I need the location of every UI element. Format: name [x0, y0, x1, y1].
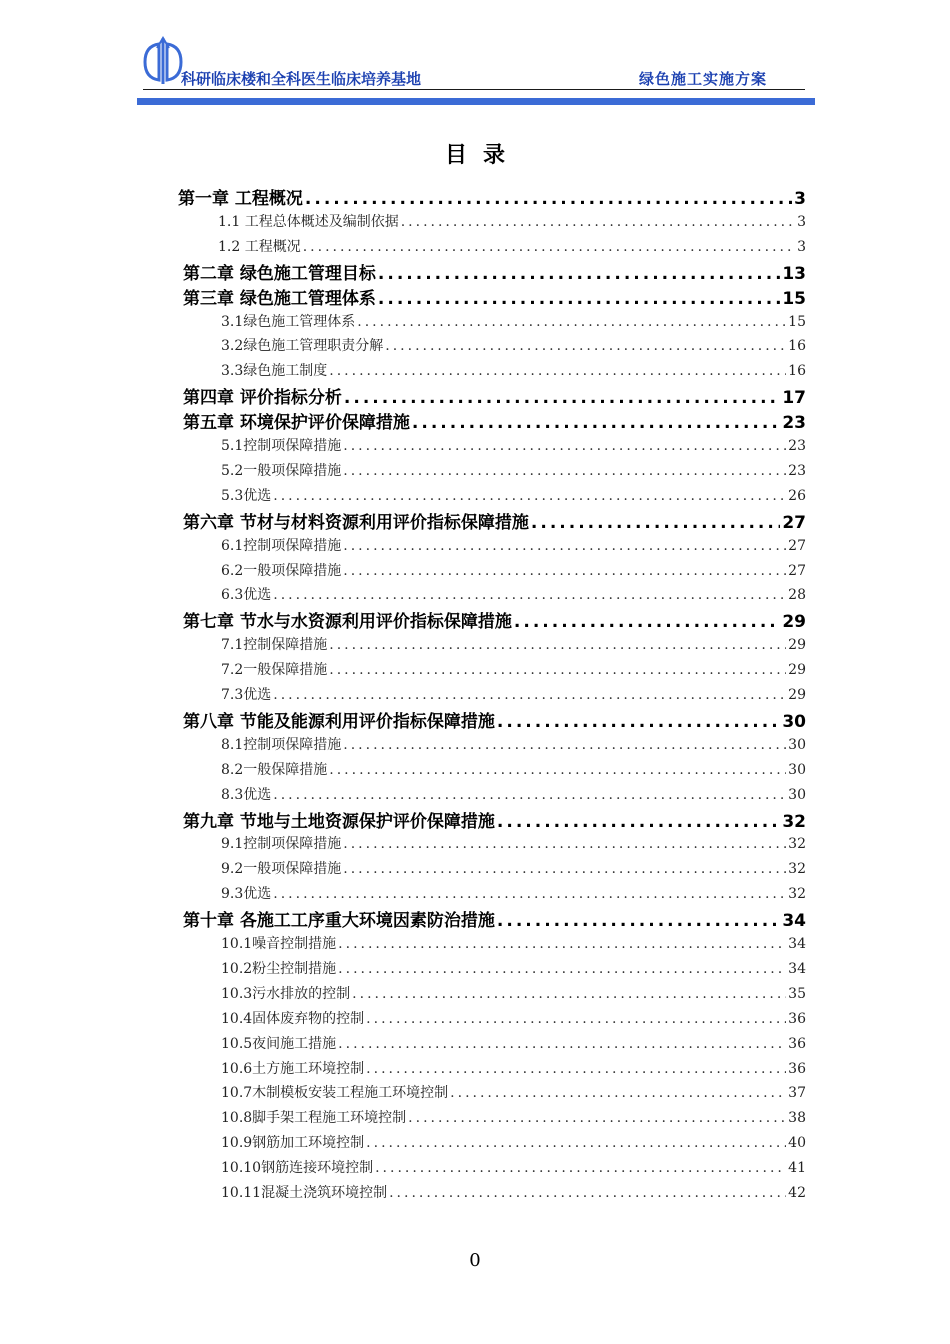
toc-entry-label: 8.1控制项保障措施 [221, 736, 342, 753]
toc-entry-page: 27 [782, 512, 806, 532]
toc-title: 目录 [444, 142, 521, 168]
header-project-title: 科研临床楼和全科医生临床培养基地 [181, 70, 422, 88]
toc-entry-leader [343, 836, 786, 852]
toc-section-entry[interactable] [221, 335, 806, 357]
toc-entry-leader [412, 413, 780, 432]
toc-entry-page: 3 [797, 213, 806, 230]
toc-entry-page: 32 [788, 861, 806, 878]
toc-entry-page: 23 [788, 462, 806, 479]
toc-entry-label: 第六章 节材与材料资源利用评价指标保障措施 [183, 512, 529, 532]
toc-entry-page: 23 [782, 413, 806, 433]
toc-entry-leader [497, 911, 780, 930]
toc-entry-leader [273, 886, 786, 902]
toc-chapter-entry[interactable] [183, 906, 806, 930]
toc-entry-page: 26 [788, 487, 806, 504]
toc-entry-leader [273, 687, 786, 703]
toc-chapter-entry[interactable] [183, 508, 806, 532]
header-divider-thin [143, 89, 805, 90]
toc-entry-page: 38 [788, 1110, 806, 1127]
toc-entry-page: 17 [782, 388, 806, 408]
toc-chapter-entry[interactable] [183, 707, 806, 731]
toc-entry-label: 9.1控制项保障措施 [221, 836, 342, 853]
toc-section-entry[interactable] [221, 435, 806, 457]
toc-entry-label: 6.2一般项保障措施 [221, 562, 342, 579]
toc-entry-leader [389, 1185, 786, 1201]
toc-entry-label: 10.10钢筋连接环境控制 [221, 1160, 374, 1177]
toc-entry-page: 32 [788, 886, 806, 903]
toc-entry-leader [378, 264, 780, 283]
toc-entry-label: 10.1噪音控制措施 [221, 936, 337, 952]
toc-entry-label: 3.2绿色施工管理职责分解 [221, 338, 384, 355]
toc-section-entry[interactable] [221, 784, 806, 806]
toc-section-entry[interactable] [221, 858, 806, 880]
toc-entry-leader [273, 787, 786, 803]
toc-chapter-entry[interactable] [183, 807, 806, 831]
toc-entry-label: 6.3优选 [221, 587, 272, 604]
toc-section-entry[interactable] [221, 1033, 806, 1055]
toc-section-entry[interactable] [221, 734, 806, 756]
toc-entry-leader [343, 861, 786, 877]
toc-entry-label: 10.2粉尘控制措施 [221, 960, 337, 977]
toc-entry-page: 34 [782, 911, 806, 931]
toc-entry-label: 第七章 节水与水资源利用评价指标保障措施 [183, 612, 512, 632]
toc-section-entry[interactable] [221, 933, 806, 955]
toc-section-entry[interactable] [221, 1058, 806, 1080]
toc-entry-leader [352, 986, 786, 1002]
toc-entry-leader [338, 961, 786, 977]
toc-entry-leader [366, 1011, 786, 1027]
toc-entry-label: 8.2一般保障措施 [221, 761, 328, 778]
toc-section-entry[interactable] [221, 485, 806, 507]
toc-section-entry[interactable] [218, 211, 806, 233]
toc-entry-leader [497, 712, 780, 731]
toc-section-entry[interactable] [218, 236, 806, 258]
toc-entry-page: 27 [788, 537, 806, 554]
toc-section-entry[interactable] [221, 560, 806, 582]
toc-section-entry[interactable] [221, 883, 806, 905]
toc-entry-leader [343, 538, 786, 554]
toc-entry-leader [343, 463, 786, 479]
toc-entry-leader [378, 289, 780, 308]
toc-entry-page: 3 [794, 189, 806, 208]
toc-entry-leader [329, 637, 786, 653]
toc-section-entry[interactable] [221, 584, 806, 606]
toc-entry-label: 8.3优选 [221, 786, 272, 803]
toc-chapter-entry[interactable] [178, 184, 806, 208]
toc-entry-leader [408, 1110, 786, 1126]
toc-section-entry[interactable] [221, 1157, 806, 1179]
toc-entry-leader [531, 513, 780, 532]
toc-entry-label: 10.9钢筋加工环境控制 [221, 1135, 365, 1152]
toc-entry-label: 5.3优选 [221, 487, 272, 504]
toc-entry-leader [329, 363, 786, 379]
toc-entry-page: 29 [788, 637, 806, 654]
toc-entry-leader [273, 488, 786, 504]
page-number: 0 [469, 1250, 481, 1271]
toc-entry-page: 16 [788, 338, 806, 355]
toc-chapter-entry[interactable] [183, 259, 806, 283]
page-header [137, 34, 815, 108]
header-divider-thick [137, 98, 815, 105]
toc-entry-label: 6.1控制项保障措施 [221, 537, 342, 554]
toc-entry-label: 10.6土方施工环境控制 [221, 1060, 365, 1077]
toc-section-entry[interactable] [221, 460, 806, 482]
toc-entry-label: 第九章 节地与土地资源保护评价保障措施 [183, 811, 495, 831]
toc-entry-label: 3.1绿色施工管理体系 [221, 313, 356, 330]
toc-entry-page: 32 [788, 836, 806, 853]
toc-entry-label: 第八章 节能及能源利用评价指标保障措施 [183, 711, 495, 731]
toc-entry-label: 3.3绿色施工制度 [221, 363, 328, 380]
toc-entry-leader [343, 737, 786, 753]
toc-entry-page: 34 [788, 960, 806, 977]
toc-entry-label: 10.3污水排放的控制 [221, 985, 351, 1002]
toc-entry-page: 27 [788, 562, 806, 579]
toc-chapter-entry[interactable] [183, 284, 806, 308]
toc-entry-page: 30 [782, 711, 806, 731]
toc-entry-leader [450, 1085, 786, 1101]
toc-entry-page: 36 [788, 1035, 806, 1052]
toc-entry-leader [366, 1135, 786, 1151]
toc-entry-leader [401, 214, 795, 230]
toc-entry-label: 9.2一般项保障措施 [221, 861, 342, 878]
toc-section-entry[interactable] [221, 1008, 806, 1030]
toc-entry-leader [497, 812, 780, 831]
toc-entry-leader [329, 662, 786, 678]
toc-entry-page: 36 [788, 1060, 806, 1077]
toc-entry-page: 15 [782, 288, 806, 308]
toc-entry-label: 7.2一般保障措施 [221, 662, 328, 679]
toc-entry-label: 第三章 绿色施工管理体系 [183, 288, 376, 308]
toc-entry-label: 第十章 各施工工序重大环境因素防治措施 [183, 911, 495, 931]
toc-entry-label: 第二章 绿色施工管理目标 [183, 263, 376, 283]
toc-section-entry[interactable] [221, 1132, 806, 1154]
header-document-title: 绿色施工实施方案 [638, 70, 767, 88]
toc-entry-page: 23 [788, 438, 806, 454]
toc-section-entry[interactable] [221, 1107, 806, 1129]
toc-entry-page: 29 [782, 612, 806, 632]
toc-entry-page: 40 [788, 1135, 806, 1152]
toc-entry-page: 30 [788, 786, 806, 803]
toc-section-entry[interactable] [221, 983, 806, 1005]
toc-section-entry[interactable] [221, 1182, 806, 1204]
toc-entry-leader [343, 438, 786, 454]
toc-entry-label: 7.3优选 [221, 687, 272, 703]
toc-entry-page: 30 [788, 736, 806, 753]
toc-chapter-entry[interactable] [183, 408, 806, 432]
toc-entry-label: 10.4固体废弃物的控制 [221, 1010, 365, 1027]
toc-entry-leader [344, 388, 780, 407]
toc-entry-leader [343, 563, 786, 579]
toc-entry-label: 1.2 工程概况 [218, 238, 301, 255]
toc-entry-label: 7.1控制保障措施 [221, 637, 328, 654]
toc-entry-leader [273, 587, 786, 603]
toc-entry-label: 5.1控制项保障措施 [221, 438, 342, 454]
toc-section-entry[interactable] [221, 634, 806, 656]
toc-section-entry[interactable] [221, 833, 806, 855]
toc-section-entry[interactable] [221, 311, 806, 333]
toc-entry-label: 第四章 评价指标分析 [183, 388, 342, 408]
toc-entry-leader [357, 314, 786, 330]
toc-entry-label: 9.3优选 [221, 886, 272, 903]
toc-entry-label: 10.5夜间施工措施 [221, 1035, 337, 1052]
toc-entry-page: 34 [788, 936, 806, 952]
toc-entry-page: 37 [788, 1085, 806, 1102]
toc-entry-page: 32 [782, 811, 806, 831]
toc-entry-page: 29 [788, 687, 806, 703]
toc-entry-leader [385, 338, 786, 354]
toc-section-entry[interactable] [221, 759, 806, 781]
toc-section-entry[interactable] [221, 684, 806, 706]
toc-entry-label: 10.8脚手架工程施工环境控制 [221, 1110, 407, 1127]
toc-chapter-entry[interactable] [183, 607, 806, 631]
toc-entry-leader [303, 239, 795, 255]
toc-entry-label: 10.7木制模板安装工程施工环境控制 [221, 1085, 449, 1102]
toc-section-entry[interactable] [221, 535, 806, 557]
toc-entry-page: 15 [788, 313, 806, 330]
toc-entry-label: 第五章 环境保护评价保障措施 [183, 413, 410, 433]
toc-section-entry[interactable] [221, 1082, 806, 1104]
toc-entry-page: 36 [788, 1010, 806, 1027]
toc-entry-page: 30 [788, 761, 806, 778]
toc-entry-page: 42 [788, 1185, 806, 1201]
toc-entry-page: 3 [797, 238, 806, 255]
toc-entry-page: 28 [788, 587, 806, 604]
toc-entry-leader [366, 1061, 786, 1077]
toc-section-entry[interactable] [221, 958, 806, 980]
toc-entry-page: 35 [788, 985, 806, 1002]
toc-entry-label: 10.11混凝土浇筑环境控制 [221, 1185, 388, 1201]
toc-entry-page: 13 [782, 263, 806, 283]
toc-entry-leader [514, 612, 780, 631]
toc-entry-leader [329, 762, 786, 778]
toc-entry-page: 16 [788, 363, 806, 380]
toc-entry-page: 29 [788, 662, 806, 679]
toc-chapter-entry[interactable] [183, 383, 806, 407]
toc-entry-label: 1.1 工程总体概述及编制依据 [218, 213, 399, 230]
toc-entry-leader [375, 1160, 786, 1176]
toc-entry-label: 第一章 工程概况 [178, 189, 303, 208]
toc-entry-leader [338, 1036, 786, 1052]
toc-entry-label: 5.2一般项保障措施 [221, 462, 342, 479]
toc-entry-leader [305, 189, 792, 208]
toc-section-entry[interactable] [221, 360, 806, 382]
toc-section-entry[interactable] [221, 659, 806, 681]
toc-entry-leader [338, 936, 786, 952]
toc-entry-page: 41 [788, 1160, 806, 1177]
